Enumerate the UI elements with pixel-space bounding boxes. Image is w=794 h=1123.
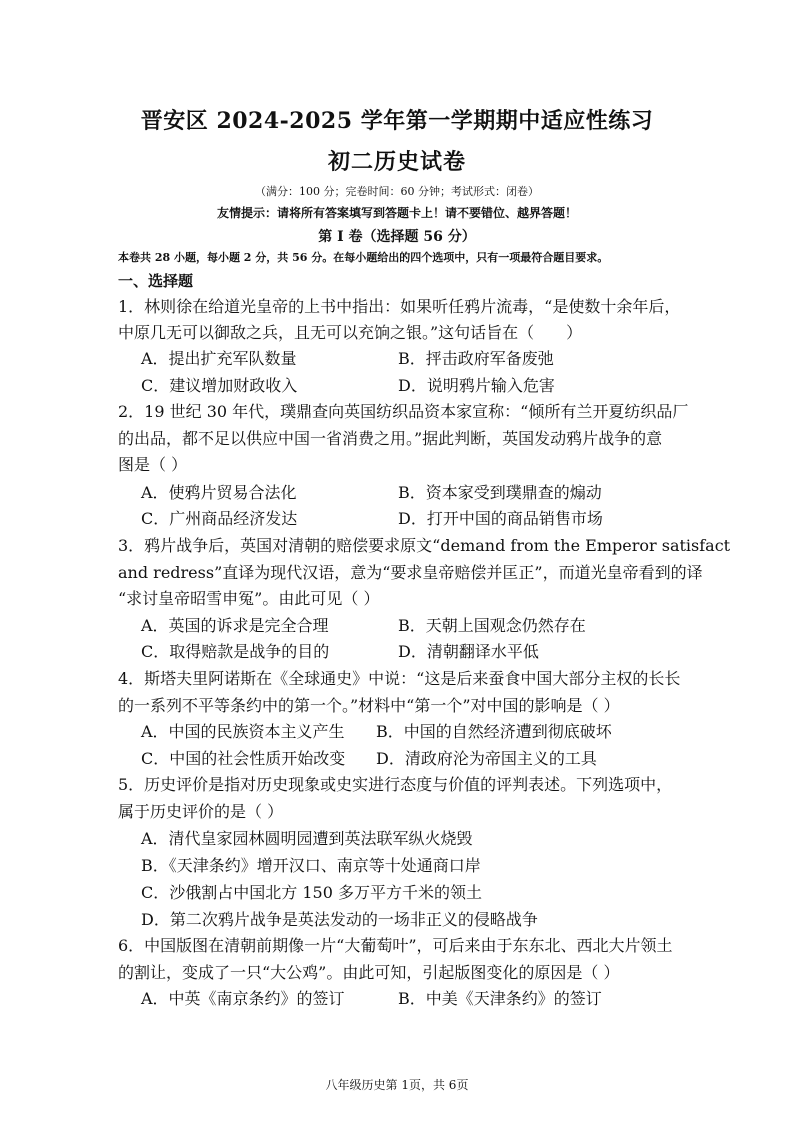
question-6-line-1: 6．中国版图在清朝前期像一片“大葡萄叶”，可后来由于东东北、西北大片领土 <box>118 936 673 955</box>
section-heading: 一、选择题 <box>118 272 194 290</box>
exam-tip: 友情提示：请将所有答案填写到答题卡上！请不要错位、越界答题！ <box>216 206 577 220</box>
question-4-line-1: 4．斯塔夫里阿诺斯在《全球通史》中说：“这是后来蚕食中国大部分主权的长长 <box>118 669 681 688</box>
question-1-option-d: D．说明鸦片输入危害 <box>398 376 555 395</box>
question-1-line-2: 中原几无可以御敌之兵，且无可以充饷之银。”这句话旨在（ ） <box>118 323 583 342</box>
part-description: 本卷共 28 小题，每小题 2 分，共 56 分。在每小题给出的四个选项中，只有一项最符合题目要求。 <box>118 251 609 264</box>
question-5-option-a: A．清代皇家园林圆明园遭到英法联军纵火烧毁 <box>141 829 473 848</box>
question-5-option-b: B．《天津条约》增开汉口、南京等十处通商口岸 <box>141 856 481 875</box>
question-5-option-d: D．第二次鸦片战争是英法发动的一场非正义的侵略战争 <box>141 910 538 929</box>
question-4-option-d: D．清政府沦为帝国主义的工具 <box>376 749 597 768</box>
question-2-line-1: 2．19 世纪 30 年代，璞鼎查向英国纺织品资本家宣称：“倾所有兰开夏纺织品厂 <box>118 402 689 421</box>
question-2-line-2: 的出品，都不足以供应中国一省消费之用。”据此判断，英国发动鸦片战争的意 <box>118 429 663 448</box>
question-3-option-b: B．天朝上国观念仍然存在 <box>398 616 586 635</box>
question-3-option-c: C．取得赔款是战争的目的 <box>141 642 330 661</box>
question-3-line-1: 3．鸦片战争后，英国对清朝的赔偿要求原文“demand from the Emperor satisfact <box>118 536 731 555</box>
question-4-option-c: C．中国的社会性质开始改变 <box>141 749 346 768</box>
exam-subtitle: 初二历史试卷 <box>327 149 466 175</box>
question-4-option-a: A．中国的民族资本主义产生 <box>141 722 345 741</box>
question-3-line-3: “求讨皇帝昭雪申冤”。由此可见（ ） <box>118 589 380 608</box>
question-4-option-b: B．中国的自然经济遭到彻底破坏 <box>376 722 612 741</box>
question-2-line-3: 图是（ ） <box>118 455 188 474</box>
question-5-option-c: C．沙俄割占中国北方 150 多万平方千米的领土 <box>141 883 482 902</box>
question-2-option-b: B．资本家受到璞鼎查的煽动 <box>398 483 602 502</box>
exam-meta: （满分：100 分；完卷时间：60 分钟；考试形式：闭卷） <box>255 185 539 198</box>
question-2-option-a: A．使鸦片贸易合法化 <box>141 483 297 502</box>
question-2-option-d: D．打开中国的商品销售市场 <box>398 509 603 528</box>
question-3-option-d: D．清朝翻译水平低 <box>398 642 539 661</box>
question-6-option-b: B．中美《天津条约》的签订 <box>398 989 602 1008</box>
question-6-line-2: 的割让，变成了一只“大公鸡”。由此可知，引起版图变化的原因是（ ） <box>118 963 620 982</box>
question-2-option-c: C．广州商品经济发达 <box>141 509 298 528</box>
question-3-option-a: A．英国的诉求是完全合理 <box>141 616 329 635</box>
question-5-line-2: 属于历史评价的是（ ） <box>118 802 284 821</box>
part-heading: 第 I 卷（选择题 56 分） <box>318 229 476 245</box>
question-1-option-c: C．建议增加财政收入 <box>141 376 298 395</box>
question-1-line-1: 1．林则徐在给道光皇帝的上书中指出：如果听任鸦片流毒，“是使数十余年后， <box>118 297 681 316</box>
question-6-option-a: A．中英《南京条约》的签订 <box>141 989 345 1008</box>
question-1-option-a: A．提出扩充军队数量 <box>141 349 297 368</box>
exam-title: 晋安区 2024-2025 学年第一学期期中适应性练习 <box>140 108 654 134</box>
question-1-option-b: B．抨击政府军备废弛 <box>398 349 554 368</box>
question-3-line-2: and redress”直译为现代汉语，意为“要求皇帝赔偿并匡正”，而道光皇帝看到的译 <box>118 563 703 582</box>
page-footer: 八年级历史第 1页，共 6页 <box>325 1078 469 1092</box>
question-4-line-2: 的一系列不平等条约中的第一个。”材料中“第一个”对中国的影响是（ ） <box>118 696 620 715</box>
question-5-line-1: 5．历史评价是指对历史现象或史实进行态度与价值的评判表述。下列选项中， <box>118 775 673 794</box>
